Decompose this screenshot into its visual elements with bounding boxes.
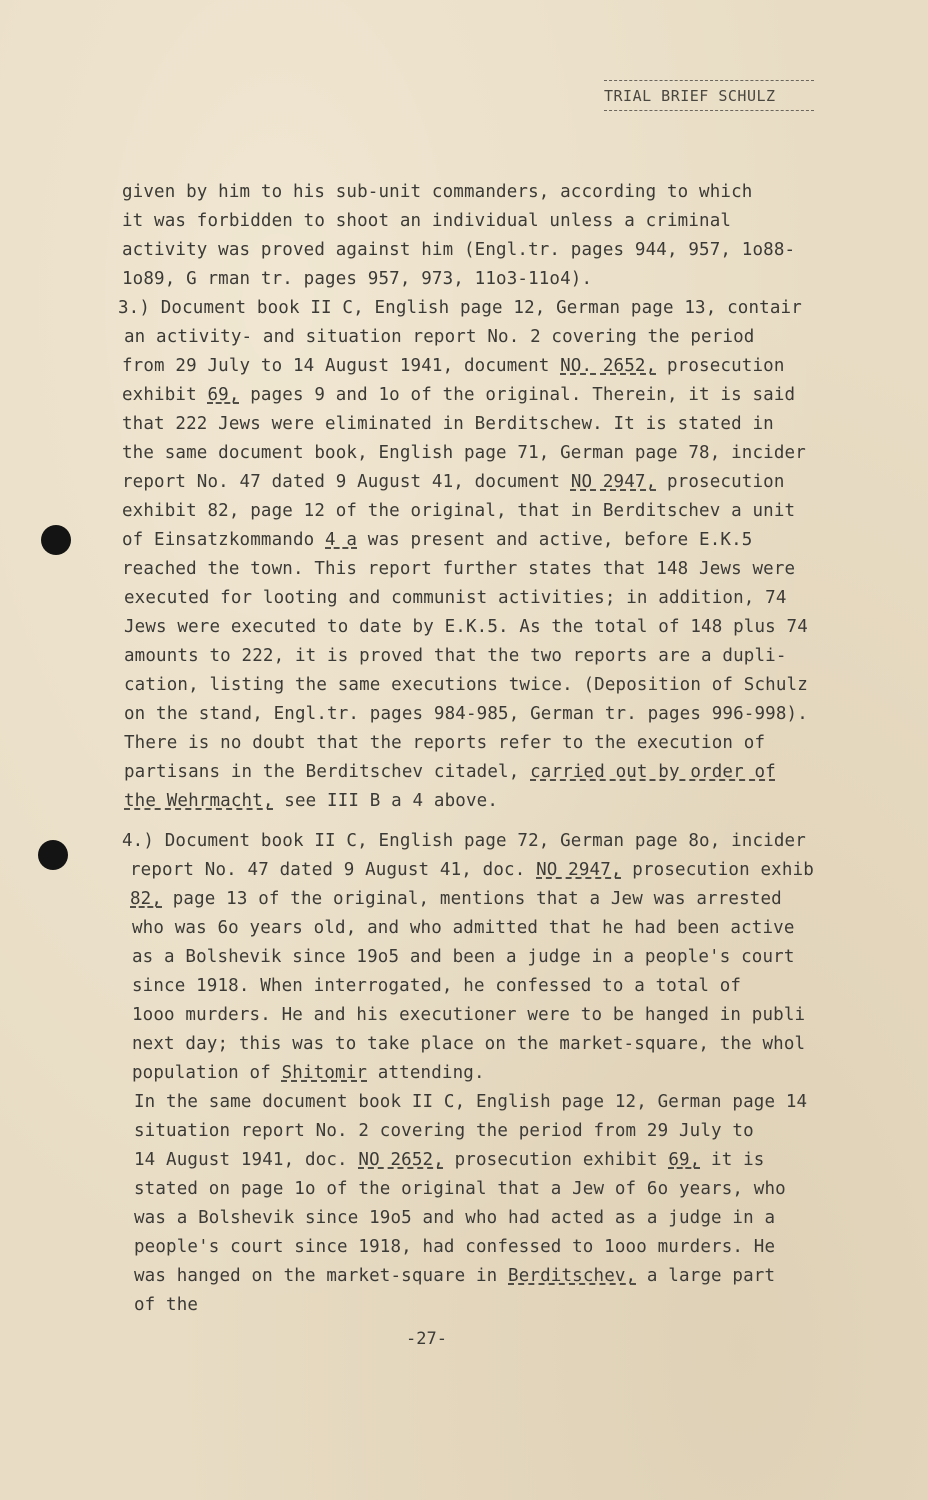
text-line: [122, 182, 752, 202]
text-line: [124, 588, 787, 608]
text-line: [122, 240, 795, 260]
text-segment: from 29 July to 14 August 1941, document: [122, 356, 561, 376]
text-line: [122, 443, 806, 463]
text-line: [122, 831, 806, 851]
underlined-reference: Berditschev,: [508, 1266, 637, 1286]
text-line: [134, 1150, 765, 1170]
text-line: [122, 211, 731, 231]
text-segment: Jews were executed to date by E.K.5. As the total of 148 plus 74: [124, 617, 808, 637]
text-segment: next day; this was to take place on the market-square, the whol: [132, 1034, 806, 1054]
text-line: [134, 1237, 775, 1257]
text-segment: it was forbidden to shoot an individual unless a criminal: [122, 211, 732, 231]
text-segment: since 1918. When interrogated, he confessed to a total of: [132, 976, 742, 996]
text-segment: activity was proved against him (Engl.tr. pages 944, 957, 1o88-: [122, 240, 796, 260]
text-line: [134, 1208, 775, 1228]
text-line: [132, 1005, 805, 1025]
underlined-reference: NO. 2652,: [560, 356, 657, 376]
text-segment: executed for looting and communist activities; in addition, 74: [124, 588, 787, 608]
text-segment: cation, listing the same executions twice. (Deposition of Schulz: [124, 675, 808, 695]
text-line: [132, 947, 795, 967]
text-line: [122, 269, 592, 289]
text-line: [124, 733, 765, 753]
text-segment: attending.: [367, 1063, 485, 1083]
underlined-reference: 82,: [130, 889, 163, 909]
text-segment: reached the town. This report further states that 148 Jews were: [122, 559, 796, 579]
underlined-reference: 69,: [207, 385, 240, 405]
text-segment: report No. 47 dated 9 August 41, doc.: [130, 860, 537, 880]
text-segment: 1ooo murders. He and his executioner were to be hanged in publi: [132, 1005, 806, 1025]
text-segment: 4.) Document book II C, English page 72, German page 8o, incider: [122, 831, 806, 851]
text-line: [134, 1295, 198, 1315]
text-segment: In the same document book II C, English page 12, German page 14: [134, 1092, 808, 1112]
text-segment: of Einsatzkommando: [122, 530, 326, 550]
text-segment: an activity- and situation report No. 2 covering the period: [124, 327, 755, 347]
text-line: [122, 530, 753, 550]
text-line: [132, 918, 795, 938]
text-segment: prosecution exhibit: [443, 1150, 669, 1170]
text-segment: was hanged on the market-square in: [134, 1266, 509, 1286]
text-line: [132, 1034, 805, 1054]
text-segment: amounts to 222, it is proved that the two reports are a dupli-: [124, 646, 787, 666]
text-segment: given by him to his sub-unit commanders, according to which: [122, 182, 753, 202]
text-segment: the same document book, English page 71, German page 78, incider: [122, 443, 806, 463]
text-line: [124, 704, 808, 724]
underlined-reference: NO 2947,: [570, 472, 657, 492]
text-line: [134, 1121, 754, 1141]
text-segment: page 13 of the original, mentions that a Jew was arrested: [162, 889, 782, 909]
text-line: [124, 617, 808, 637]
text-line: [130, 860, 814, 880]
text-line: [122, 559, 795, 579]
text-line: [118, 298, 802, 318]
text-segment: who was 6o years old, and who admitted that he had been active: [132, 918, 795, 938]
text-line: [134, 1092, 807, 1112]
text-segment: partisans in the Berditschev citadel,: [124, 762, 531, 782]
text-segment: on the stand, Engl.tr. pages 984-985, German tr. pages 996-998).: [124, 704, 808, 724]
text-segment: population of: [132, 1063, 282, 1083]
text-line: [122, 501, 795, 521]
text-segment: 14 August 1941, doc.: [134, 1150, 359, 1170]
text-segment: was a Bolshevik since 19o5 and who had acted as a judge in a: [134, 1208, 776, 1228]
underlined-reference: 69,: [668, 1150, 701, 1170]
underlined-reference: NO 2947,: [536, 860, 622, 880]
text-segment: stated on page 1o of the original that a Jew of 6o years, who: [134, 1179, 786, 1199]
text-line: [124, 675, 808, 695]
text-segment: situation report No. 2 covering the period from 29 July to: [134, 1121, 754, 1141]
text-line: [124, 327, 754, 347]
text-segment: 3.) Document book II C, English page 12, German page 13, contair: [118, 298, 802, 318]
text-line: [124, 646, 787, 666]
text-segment: it is: [700, 1150, 765, 1170]
underlined-reference: NO 2652,: [358, 1150, 444, 1170]
underlined-reference: the Wehrmacht,: [124, 791, 274, 811]
text-line: [122, 385, 795, 405]
underlined-reference: Shitomir: [281, 1063, 368, 1083]
text-segment: of the: [134, 1295, 199, 1315]
text-segment: prosecution: [656, 472, 785, 492]
text-segment: pages 9 and 1o of the original. Therein, it is said: [239, 385, 796, 405]
page-number: -27-: [406, 1329, 447, 1349]
text-line: [122, 414, 774, 434]
text-segment: There is no doubt that the reports refer to the execution of: [124, 733, 766, 753]
text-line: [124, 791, 498, 811]
text-line: [132, 1063, 485, 1083]
text-line: [122, 472, 785, 492]
header-title: TRIAL BRIEF SCHULZ: [604, 87, 776, 105]
text-segment: 1o89, G rman tr. pages 957, 973, 11o3-11o4).: [122, 269, 593, 289]
text-segment: exhibit: [122, 385, 208, 405]
text-segment: prosecution: [656, 356, 785, 376]
underlined-reference: carried out by order of: [530, 762, 776, 782]
text-line: [134, 1266, 775, 1286]
text-line: [130, 889, 782, 909]
text-line: [122, 356, 785, 376]
text-segment: report No. 47 dated 9 August 41, document: [122, 472, 571, 492]
text-line: [132, 976, 741, 996]
text-segment: prosecution exhib: [621, 860, 814, 880]
text-segment: was present and active, before E.K.5: [357, 530, 753, 550]
text-segment: exhibit 82, page 12 of the original, that in Berditschev a unit: [122, 501, 796, 521]
text-line: [134, 1179, 786, 1199]
text-segment: as a Bolshevik since 19o5 and been a judge in a people's court: [132, 947, 795, 967]
text-segment: that 222 Jews were eliminated in Berditschew. It is stated in: [122, 414, 774, 434]
text-segment: people's court since 1918, had confessed to 1ooo murders. He: [134, 1237, 776, 1257]
text-segment: a large part: [636, 1266, 776, 1286]
underlined-reference: 4 a: [325, 530, 358, 550]
text-line: [124, 762, 776, 782]
text-segment: see III B a 4 above.: [273, 791, 499, 811]
